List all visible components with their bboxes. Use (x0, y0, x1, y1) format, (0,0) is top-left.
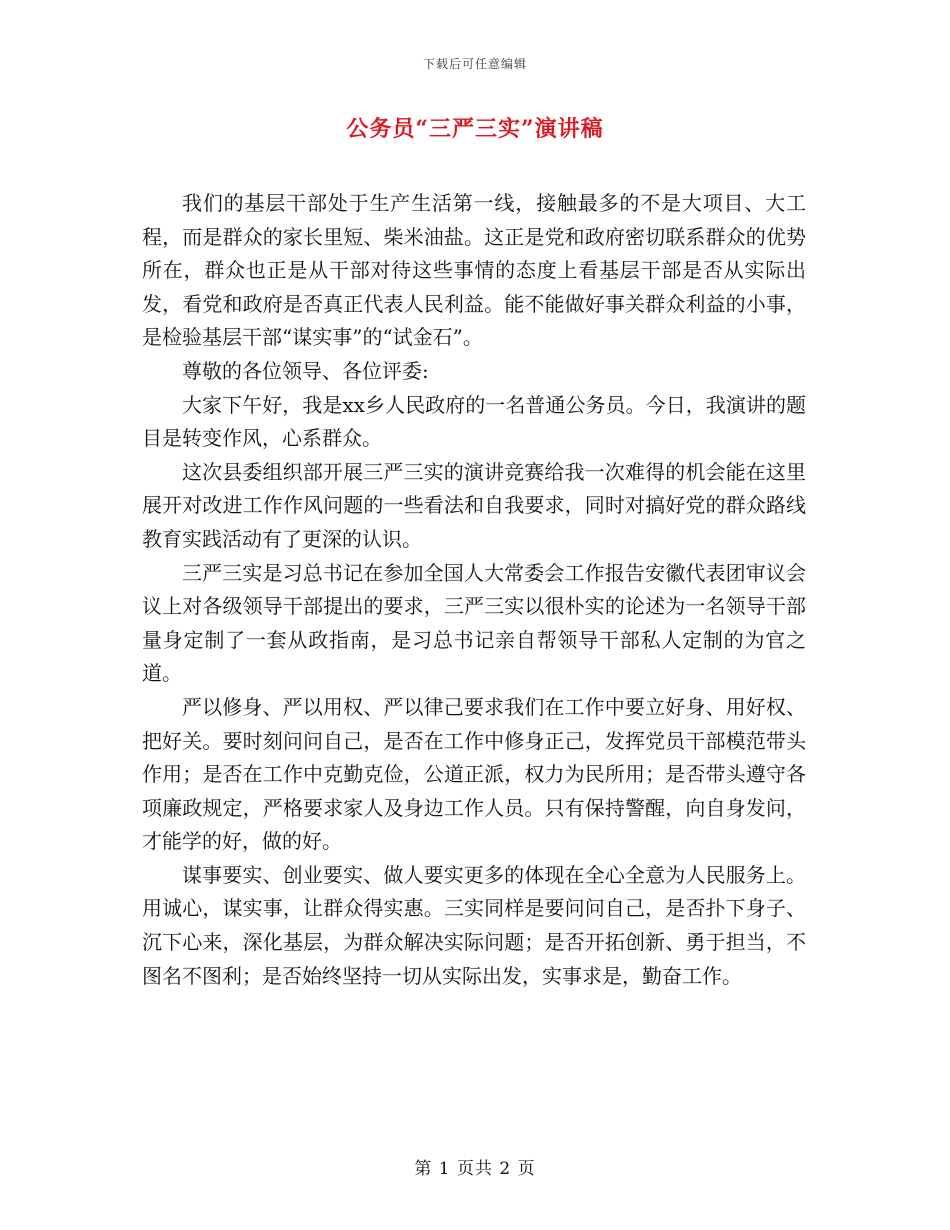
document-body (142, 187, 806, 993)
paragraph: 谋事要实、创业要实、做人要实更多的体现在全心全意为人民服务上。用诚心，谋实事，让群众得实惠。三实同样是要问问自己，是否扑下身子、沉下心来，深化基层，为群众解决实际问题；是否开拓创新、勇于担当，不图名不图利；是否始终坚持一切从实际出发，实事求是，勤奋工作。 (142, 862, 806, 988)
document-title: 公务员“三严三实”演讲稿 (346, 116, 604, 142)
paragraph: 这次县委组织部开展三严三实的演讲竞赛给我一次难得的机会能在这里展开对改进工作作风问题的一些看法和自我要求，同时对搞好党的群众路线教育实践活动有了更深的认识。 (142, 459, 806, 551)
paragraph: 尊敬的各位领导、各位评委: (182, 358, 429, 383)
paragraph: 严以修身、严以用权、严以律己要求我们在工作中要立好身、用好权、把好关。要时刻问问自己，是否在工作中修身正己，发挥党员干部模范带头作用；是否在工作中克勤克俭，公道正派，权力为民所用；是否带头遵守各项廉政规定，严格要求家人及身边工作人员。只有保持警醒，向自身发问，才能学的好，做的好。 (142, 694, 806, 854)
paragraph: 我们的基层干部处于生产生活第一线，接触最多的不是大项目、大工程，而是群众的家长里短、柴米油盐。这正是党和政府密切联系群众的优势所在，群众也正是从干部对待这些事情的态度上看基层干部是否从实际出发，看党和政府是否真正代表人民利益。能不能做好事关群众利益的小事，是检验基层干部“谋实事”的“试金石”。 (142, 191, 806, 350)
page-number: 第 1 页共 2 页 (414, 1159, 536, 1179)
paragraph: 大家下午好，我是xx乡人民政府的一名普通公务员。今日，我演讲的题目是转变作风，心系群众。 (142, 392, 806, 451)
header-note: 下载后可任意编辑 (422, 57, 527, 71)
paragraph: 三严三实是习总书记在参加全国人大常委会工作报告安徽代表团审议会议上对各级领导干部提出的要求，三严三实以很朴实的论述为一名领导干部量身定制了一套从政指南，是习总书记亲自帮领导干部私人定制的为官之道。 (142, 560, 806, 686)
